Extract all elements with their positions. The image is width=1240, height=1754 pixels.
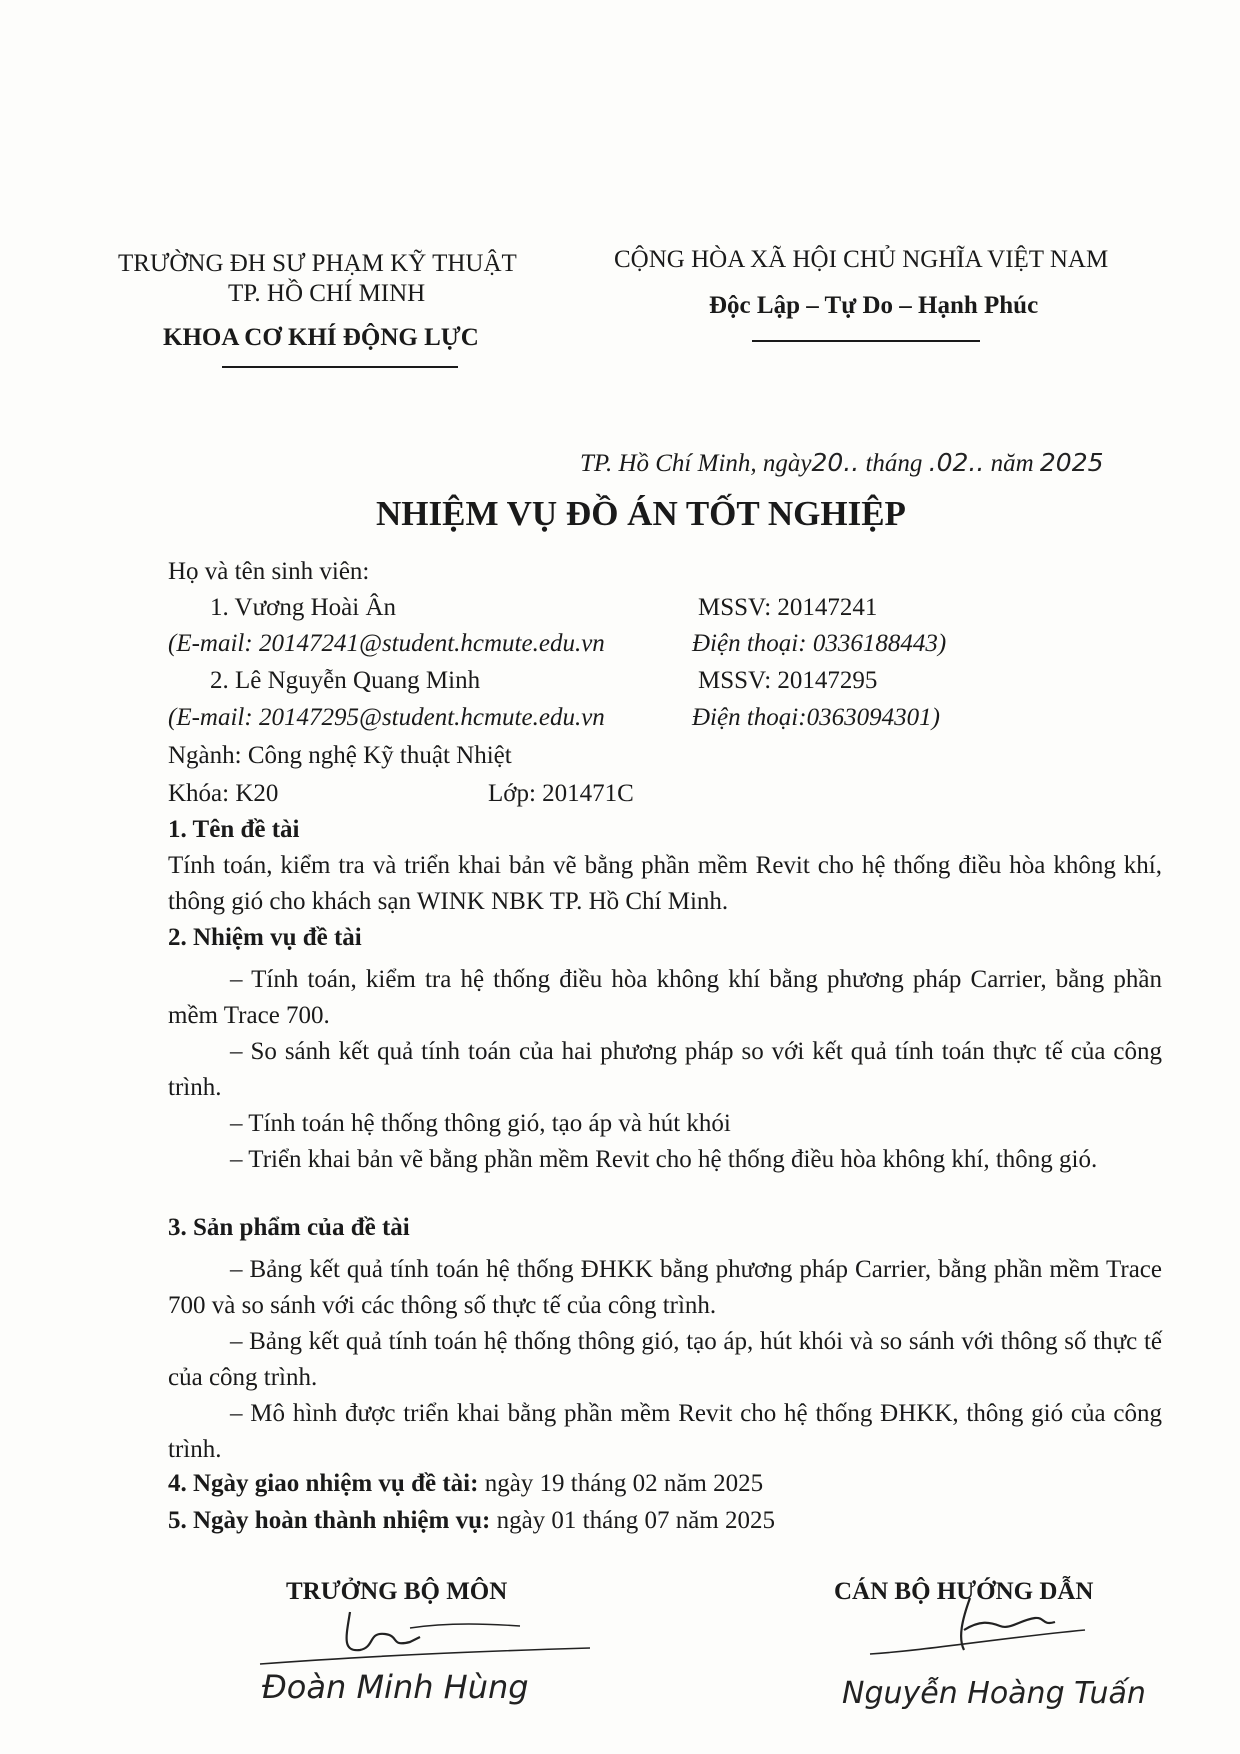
student-1-email: (E-mail: 20147241@student.hcmute.edu.vn <box>168 630 605 657</box>
students-label: Họ và tên sinh viên: <box>168 558 370 585</box>
section-2-item: – So sánh kết quả tính toán của hai phương pháp so với kết quả tính toán thực tế của công trình. <box>168 1038 1162 1101</box>
student-2-phone: Điện thoại:0363094301) <box>692 704 940 731</box>
left-signature-title: TRƯỞNG BỘ MÔN <box>286 1578 508 1605</box>
cohort: Khóa: K20 <box>168 780 279 807</box>
right-signature-scribble <box>830 1590 1090 1670</box>
section-2-item: – Tính toán hệ thống thông gió, tạo áp và hút khói <box>230 1110 731 1137</box>
section-5-value: ngày 01 tháng 07 năm 2025 <box>490 1507 775 1534</box>
document-title: NHIỆM VỤ ĐỒ ÁN TỐT NGHIỆP <box>376 494 906 533</box>
date-year: 2025 <box>1039 448 1104 477</box>
date-month: .02.. <box>928 448 985 477</box>
section-5-label: 5. Ngày hoàn thành nhiệm vụ: <box>168 1507 491 1534</box>
date-day: 20.. <box>811 448 860 477</box>
section-2-heading: 2. Nhiệm vụ đề tài <box>168 924 362 951</box>
section-2-item: – Tính toán, kiểm tra hệ thống điều hòa không khí bằng phương pháp Carrier, bằng phần mềm Trace 700. <box>168 966 1162 1029</box>
left-signature-scribble <box>250 1592 600 1672</box>
national-motto: Độc Lập – Tự Do – Hạnh Phúc <box>709 292 1039 319</box>
student-1-phone: Điện thoại: 0336188443) <box>692 630 947 657</box>
student-1-mssv: MSSV: 20147241 <box>698 594 878 621</box>
faculty-name: KHOA CƠ KHÍ ĐỘNG LỰC <box>163 324 479 351</box>
section-3-heading: 3. Sản phẩm của đề tài <box>168 1214 410 1241</box>
country-name: CỘNG HÒA XÃ HỘI CHỦ NGHĨA VIỆT NAM <box>614 246 1109 273</box>
student-2-name: 2. Lê Nguyễn Quang Minh <box>210 667 481 694</box>
student-2-email: (E-mail: 20147295@student.hcmute.edu.vn <box>168 704 605 731</box>
date-line <box>580 448 1104 478</box>
date-prefix: TP. Hồ Chí Minh, ngày <box>580 450 812 477</box>
section-3-item: – Bảng kết quả tính toán hệ thống ĐHKK bằng phương pháp Carrier, bằng phần mềm Trace 700 và so sánh với các thông số thực tế của công trình. <box>168 1256 1162 1319</box>
section-3-item: – Mô hình được triển khai bằng phần mềm Revit cho hệ thống ĐHKK, thông gió của công trình. <box>168 1400 1162 1463</box>
date-year-label: năm <box>990 450 1034 477</box>
date-month-label: tháng <box>865 450 923 477</box>
section-3-item: – Bảng kết quả tính toán hệ thống thông gió, tạo áp, hút khói và so sánh với thông số thực tế của công trình. <box>168 1328 1162 1391</box>
right-signer-name: Nguyễn Hoàng Tuấn <box>842 1676 1146 1711</box>
major: Ngành: Công nghệ Kỹ thuật Nhiệt <box>168 742 512 769</box>
student-1-name: 1. Vương Hoài Ân <box>210 594 397 621</box>
student-2-mssv: MSSV: 20147295 <box>698 667 878 694</box>
right-signature-title: CÁN BỘ HƯỚNG DẪN <box>834 1578 1094 1605</box>
section-4 <box>168 1470 763 1498</box>
section-4-value: ngày 19 tháng 02 năm 2025 <box>478 1470 764 1497</box>
school-name-line2: TP. HỒ CHÍ MINH <box>228 280 426 307</box>
section-1-heading: 1. Tên đề tài <box>168 816 300 843</box>
section-5 <box>168 1507 775 1535</box>
motto-underline <box>752 340 980 342</box>
class: Lớp: 201471C <box>488 780 634 807</box>
left-signer-name: Đoàn Minh Hùng <box>262 1668 529 1706</box>
section-1-text: Tính toán, kiểm tra và triển khai bản vẽ bằng phần mềm Revit cho hệ thống điều hòa không khí, thông gió cho khách sạn WINK NBK TP. Hồ Chí Minh. <box>168 852 1162 915</box>
faculty-underline <box>222 366 458 368</box>
school-name-line1: TRƯỜNG ĐH SƯ PHẠM KỸ THUẬT <box>118 250 517 277</box>
section-2-item: – Triển khai bản vẽ bằng phần mềm Revit cho hệ thống điều hòa không khí, thông gió. <box>230 1146 1098 1173</box>
section-4-label: 4. Ngày giao nhiệm vụ đề tài: <box>168 1470 479 1497</box>
